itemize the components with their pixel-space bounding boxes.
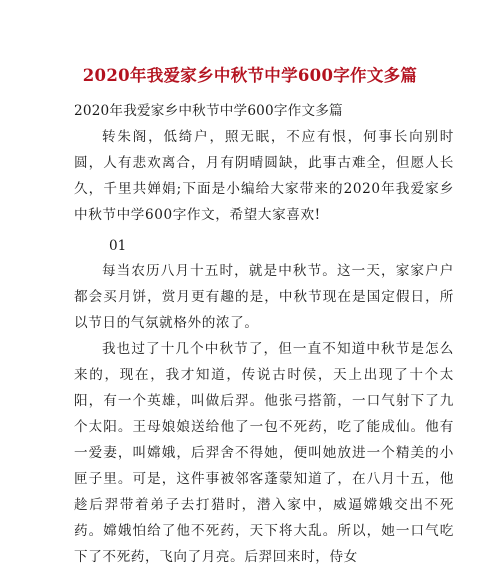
- document-subtitle: 2020年我爱家乡中秋节中学600字作文多篇: [74, 103, 343, 119]
- body-paragraph: 每当农历八月十五时，就是中秋节。这一天，家家户户都会买月饼，赏月更有趣的是，中秋节现在是国定假日，所以节日的气氛就格外的浓了。: [74, 263, 454, 331]
- paragraph-block-2: [74, 336, 454, 570]
- paragraph-block-1: [74, 258, 454, 336]
- document-title: 2020年我爱家乡中秋节中学600字作文多篇: [82, 66, 418, 85]
- body-paragraph: 我也过了十几个中秋节了，但一直不知道中秋节是怎么来的，现在，我才知道，传说古时侯，天上出现了十个太阳，有一个英雄，叫做后羿。他张弓搭箭，一口气射下了九个太阳。王母娘娘送给他了一包不死药，吃了能成仙。他有一爱妻，叫嫦娥，后羿舍不得她，便叫她放进一个精美的小匣子里。可是，这件事被邻客蓬蒙知道了，在八月十五，他趁后羿带着弟子去打猎时，潜入家中，威逼嫦娥交出不死药。嫦娥怕给了他不死药，天下将大乱。所以，她一口气吃下了不死药，飞向了月亮。后羿回来时，侍女: [74, 341, 454, 565]
- section-number: 01: [109, 238, 127, 254]
- intro-paragraph: 转朱阁，低绮户，照无眠，不应有恨，何事长向别时圆，人有悲欢离合，月有阴晴圆缺，此事古难全，但愿人长久，千里共婵娟;下面是小编给大家带来的2020年我爱家乡中秋节中学600字作文，希望大家喜欢!: [74, 129, 454, 223]
- intro-block: [74, 124, 454, 228]
